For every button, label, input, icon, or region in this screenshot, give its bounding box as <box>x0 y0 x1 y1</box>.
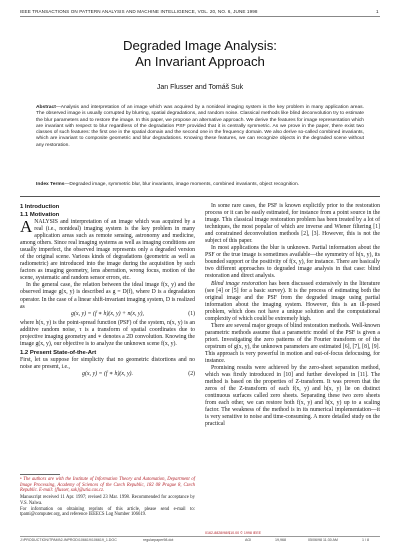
paper-title-line1: Degraded Image Analysis: <box>123 38 277 53</box>
running-header: IEEE TRANSACTIONS ON PATTERN ANALYSIS AND MACHINE INTELLIGENCE, VOL. 20, NO. 6, JUNE 1998 <box>20 9 258 14</box>
intro-paragraph-1 <box>20 219 195 282</box>
equation-1 <box>20 311 195 320</box>
equation-1-body: g(x, y) = (f ∗ h)(x, y) + n(x, y), <box>71 310 144 317</box>
footnote-affiliation: • The authors are with the Institute of Information Theory and Automation, Department of Image Processing, Academy of Sciences of the Czech Republic, 182 08 Prague 8, Czech Republic. E-mail: {flusser, suk}@utia.cas.cz. <box>20 477 195 494</box>
equation-1-number: (1) <box>188 310 195 317</box>
intro-paragraph-2: In the general case, the relation between the ideal image f(x, y) and the observed image g(x, y) is described as g = D(f), where D is a degradation operator. In the case of a linear shift-invariant imaging system, D is realized as <box>20 282 195 310</box>
footnote-reprints: For information on obtaining reprints of this article, please send e-mail to: tpami@computer.org, and reference IEEECS Log Number 106619. <box>20 506 195 518</box>
file-path: J:\PRODUCTION\TPAMI\2-INPROD\106619\106619_1.DOC <box>20 538 117 542</box>
word-count: 19,968 <box>275 538 286 542</box>
subsection-motivation-heading: 1.1 Motivation <box>20 212 60 218</box>
blind-restoration-term: Blind image restoration <box>211 280 267 287</box>
right-paragraph-1: In some rare cases, the PSF is known explicitly prior to the restoration process or it can be easily estimated, for instance from a point source in the image. This classical image restoration problem has been treated by a lot of techniques, the most popular of which are inverse and Wiener filtering [1] and constrained deconvolution methods [2], [3]. However, this is not the subject of this paper. <box>205 203 380 245</box>
footnote <box>20 477 195 518</box>
timestamp: 05/06/98 11:30 AM <box>308 538 338 542</box>
state-of-art-paragraph-1: First, let us suppose for simplicity that no geometric distortions and no noise are present, i.e., <box>20 356 195 370</box>
abstract <box>36 105 364 149</box>
right-paragraph-3-text: has been discussed extensively in the literature (see [4] or [5] for a basic survey). It is the process of estimating both the original image and the PSF from the degraded image using partial information about the imaging system. However, this is an ill-posed problem, which does not have a unique solution and the computational complexity of which could be extremely high. <box>205 280 380 322</box>
right-paragraph-5: Promising results were achieved by the zero-sheet separation method, which was firstly introduced in [10] and further developed in [11]. The method is based on the properties of Z-transform. It was proven that the zeros of the Z-transform of each f(x, y) and h(x, y) lie on distinct continuous surfaces called zero sheets. Separating these two zero sheets from each other, we can restore both f(x, y) and h(x, y) up to a scaling factor. The weakness of the method is in its numerical implementation—it is very sensitive to noise and time-consuming. A more detailed study on the practical <box>205 365 380 428</box>
index-terms-text: —Degraded image, symmetric blur, blur invariants, image moments, combined invariants, object recognition. <box>64 182 300 187</box>
intro-paragraph-1-text: NALYSIS and interpretation of an image which was acquired by a real (i.e., nonideal) imaging system is the key problem in many application areas such as remote sensing, astronomy and medicine, among others. Since real imaging systems as well as imaging conditions are usually imperfect, the observed image represents only a degraded version of the original scene. Various kinds of degradations (geometric as well as radiometric) are introduced into the image during the acquisition by such factors as imaging geometry, lens aberration, wrong focus, motion of the scene, systematic and random sensor errors, etc. <box>20 219 195 282</box>
right-column <box>205 203 380 429</box>
typesetter-code: AGI <box>245 538 252 542</box>
abstract-rule <box>20 196 380 197</box>
copyright-code <box>205 531 261 535</box>
abstract-label: Abstract <box>36 105 56 110</box>
index-terms <box>36 182 364 188</box>
template-name: regularpaper98.dot <box>143 538 174 542</box>
section-introduction-heading: 1 Introduction <box>20 204 60 210</box>
intro-paragraph-3: where h(x, y) is the point-spread function (PSF) of the system, n(x, y) is an additive random noise, τ is a transform of spatial coordinates due to projective imaging geometry and ∗ denotes a 2D convolution. Knowing the image g(x, y), our objective is to analyze the unknown scene f(x, y). <box>20 319 195 347</box>
left-column <box>20 203 195 380</box>
equation-2-body: g(x, y) = (f ∗ h)(x, y). <box>82 370 133 377</box>
authors: Jan Flusser and Tomáš Suk <box>156 84 244 91</box>
copyright-code-text: 0162-8828/98/$10.00 © 1998 IEEE <box>205 531 261 535</box>
header-rule <box>20 16 380 17</box>
right-paragraph-2: In most applications the blur is unknown. Partial information about the PSF or the true image is sometimes available—the symmetry of h(x, y), its bounded support or the positivity of f(x, y), for instance. There are basically two different approaches to degraded image analysis in that case: blind restoration and direct analysis. <box>205 245 380 280</box>
dropcap-letter: A <box>20 217 33 236</box>
subsection-state-of-art-heading: 1.2 Present State-of-the-Art <box>20 349 97 356</box>
footnote-rule <box>20 474 60 475</box>
page-count: 1 / 8 <box>362 538 369 542</box>
right-paragraph-4: There are several major groups of blind restoration methods. Well-known parametric methods assume that a parametric model of the PSF is given a priori. Investigating the zero patterns of the Fourier transform or of the cepstrum of g(x, y), the unknown parameters are estimated [6], [7], [8], [9]. This approach is very powerful in motion and out-of-focus defocusing, for instance. <box>205 322 381 365</box>
equation-2-number: (2) <box>188 370 195 377</box>
page-number: 1 <box>376 9 379 14</box>
right-paragraph-3 <box>205 281 380 323</box>
footnote-received: Manuscript received 11 Apr. 1997; revised 23 Mar. 1998. Recommended for acceptance by V.S. Nalwa. <box>20 495 195 506</box>
index-terms-label: Index Terms <box>36 182 65 187</box>
abstract-text: —Analysis and interpretation of an image which was acquired by a nonideal imaging system is the key problem in many application areas. The observed image is usually corrupted by blurring, spatial degradations, and random noise. Classical methods like blind deconvolution try to estimate the blur parameters and to restore the image. In this paper, we propose an alternative approach. We derive the features for image representation which are invariant with respect to blur regardless of the degradation PSF provided that it is centrally symmetric. As we prove in the paper, there exist two classes of such features: the first one in the spatial domain and the second one in the frequency domain. We also derive so-called combined invariants, which are invariant to composite geometric and blur degradations. Knowing these features, we can recognize objects in the degraded scene without any restoration. <box>36 105 364 148</box>
bottom-rule <box>20 536 380 537</box>
paper-title-line2: An Invariant Approach <box>135 54 265 69</box>
equation-2 <box>20 371 195 380</box>
